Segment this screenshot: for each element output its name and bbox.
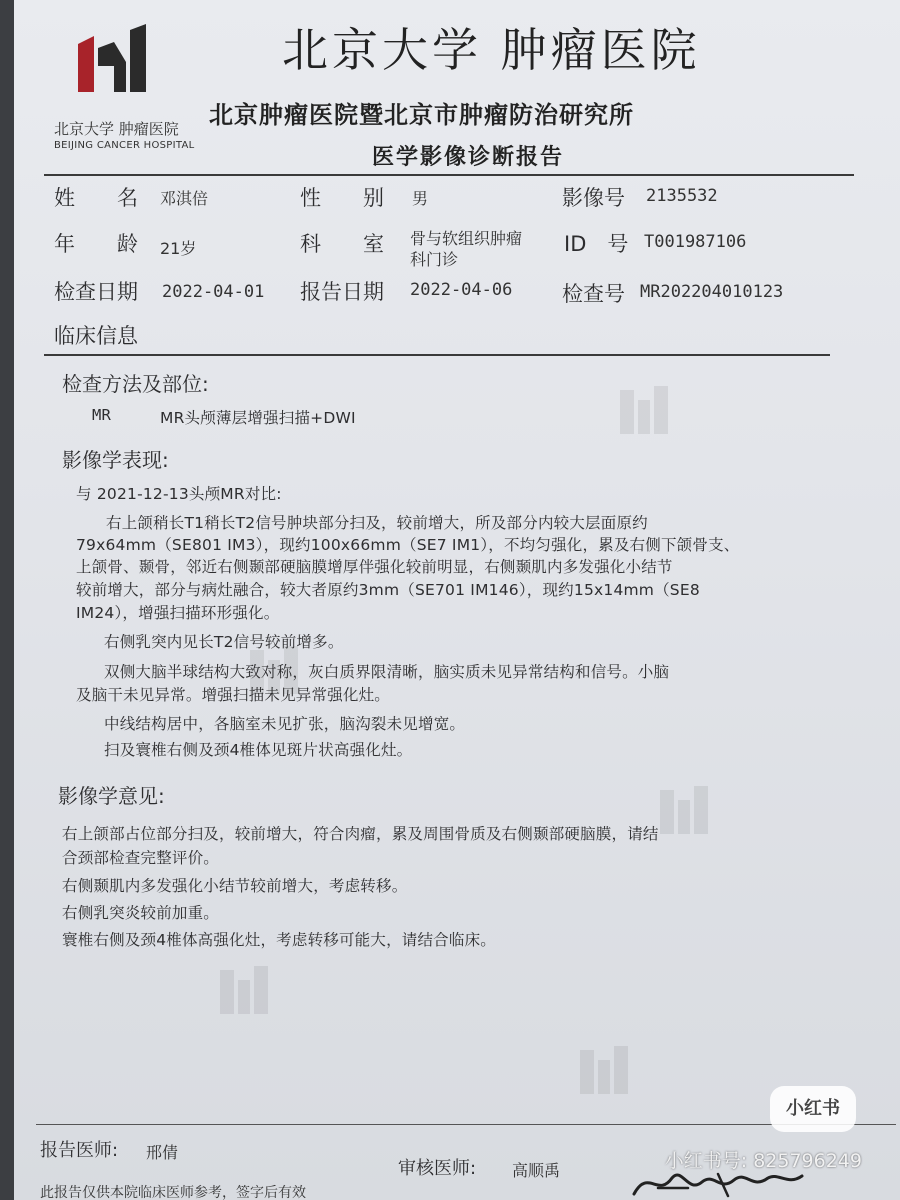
patient-age: 21岁 bbox=[160, 239, 197, 258]
findings-line: 较前增大，部分与病灶融合，较大者原约3mm（SE701 IM146），现约15x14mm（SE8 bbox=[76, 581, 700, 599]
patient-id: T001987106 bbox=[644, 232, 747, 252]
findings-line: 与 2021-12-13头颅MR对比: bbox=[76, 485, 282, 503]
findings-line: 扫及寰椎右侧及颈4椎体见斑片状高强化灶。 bbox=[104, 741, 413, 759]
findings-line: 及脑干未见异常。增强扫描未见异常强化灶。 bbox=[76, 686, 391, 704]
clinical-info-label: 临床信息 bbox=[54, 324, 138, 348]
dept-line1: 骨与软组织肿瘤 bbox=[410, 229, 523, 248]
findings-label: 影像学表现: bbox=[62, 448, 169, 472]
logo-english-name: BEIJING CANCER HOSPITAL bbox=[54, 140, 195, 151]
report-paper bbox=[14, 0, 900, 1200]
findings-line: 双侧大脑半球结构大致对称，灰白质界限清晰，脑实质未见异常结构和信号。小脑 bbox=[104, 663, 670, 681]
impression-line: 右侧颞肌内多发强化小结节较前增大，考虑转移。 bbox=[62, 877, 408, 895]
sex-label: 性 别 bbox=[300, 186, 384, 210]
patient-sex: 男 bbox=[412, 189, 429, 208]
exam-date: 2022-04-01 bbox=[162, 282, 265, 302]
id-label: ID 号 bbox=[564, 232, 629, 256]
dept-line2: 科门诊 bbox=[410, 250, 459, 269]
report-date-label: 报告日期 bbox=[300, 280, 384, 304]
header-divider bbox=[44, 174, 854, 176]
watermark-logo-icon bbox=[214, 960, 274, 1020]
patient-name: 邓淇倍 bbox=[160, 189, 209, 208]
review-doctor: 高顺禹 bbox=[512, 1161, 561, 1180]
logo-text: 北京大学 肿瘤医院 bbox=[54, 120, 179, 138]
findings-line: 上颌骨、颞骨，邻近右侧颞部硬脑膜增厚伴强化较前明显，右侧颞肌内多发强化小结节 bbox=[76, 558, 673, 576]
dept-label: 科 室 bbox=[300, 232, 384, 256]
review-doctor-label: 审核医师: bbox=[398, 1158, 477, 1179]
exam-date-label: 检查日期 bbox=[54, 280, 138, 304]
name-label: 姓 名 bbox=[54, 186, 138, 210]
app-badge: 小红书 bbox=[770, 1086, 856, 1132]
exam-no-label: 检查号 bbox=[562, 282, 625, 306]
disclaimer: 此报告仅供本院临床医师参考，签字后有效 bbox=[40, 1185, 306, 1200]
report-date: 2022-04-06 bbox=[410, 280, 513, 300]
findings-line: 右上颌稍长T1稍长T2信号肿块部分扫及，较前增大，所及部分内较大层面原约 bbox=[106, 514, 648, 532]
method-label: 检查方法及部位: bbox=[62, 372, 209, 396]
report-doctor: 邢倩 bbox=[146, 1143, 179, 1162]
findings-line: 右侧乳突内见长T2信号较前增多。 bbox=[104, 633, 344, 651]
account-id: 小红书号: 825796249 bbox=[664, 1150, 862, 1172]
image-no: 2135532 bbox=[646, 186, 718, 206]
watermark-logo-icon bbox=[614, 380, 674, 440]
exam-no: MR202204010123 bbox=[640, 282, 784, 302]
impression-line: 寰椎右侧及颈4椎体高强化灶，考虑转移可能大，请结合临床。 bbox=[62, 931, 496, 949]
info-divider bbox=[44, 354, 830, 356]
method-description: MR头颅薄层增强扫描+DWI bbox=[160, 409, 356, 427]
impression-line: 右上颌部占位部分扫及，较前增大，符合肉瘤，累及周围骨质及右侧颞部硬脑膜，请结 bbox=[62, 825, 659, 843]
impression-line: 合颈部检查完整评价。 bbox=[62, 849, 220, 867]
hospital-logo-icon bbox=[74, 22, 154, 94]
watermark-logo-icon bbox=[574, 1040, 634, 1100]
report-doctor-label: 报告医师: bbox=[40, 1140, 119, 1161]
findings-line: 中线结构居中，各脑室未见扩张，脑沟裂未见增宽。 bbox=[104, 715, 466, 733]
method-modality: MR bbox=[92, 406, 112, 424]
findings-line: 79x64mm（SE801 IM3），现约100x66mm（SE7 IM1），不均匀强化，累及右侧下颌骨支、 bbox=[76, 536, 740, 554]
footer-divider bbox=[36, 1124, 896, 1125]
university-title: 北京大学 肿瘤医院 bbox=[282, 23, 701, 77]
age-label: 年 龄 bbox=[54, 232, 138, 256]
impression-line: 右侧乳突炎较前加重。 bbox=[62, 904, 220, 922]
report-title: 医学影像诊断报告 bbox=[372, 145, 565, 170]
findings-line: IM24），增强扫描环形强化。 bbox=[76, 604, 280, 622]
impression-label: 影像学意见: bbox=[58, 784, 165, 808]
organization-title: 北京肿瘤医院暨北京市肿瘤防治研究所 bbox=[209, 101, 634, 129]
image-no-label: 影像号 bbox=[562, 186, 625, 210]
watermark-logo-icon bbox=[654, 780, 714, 840]
